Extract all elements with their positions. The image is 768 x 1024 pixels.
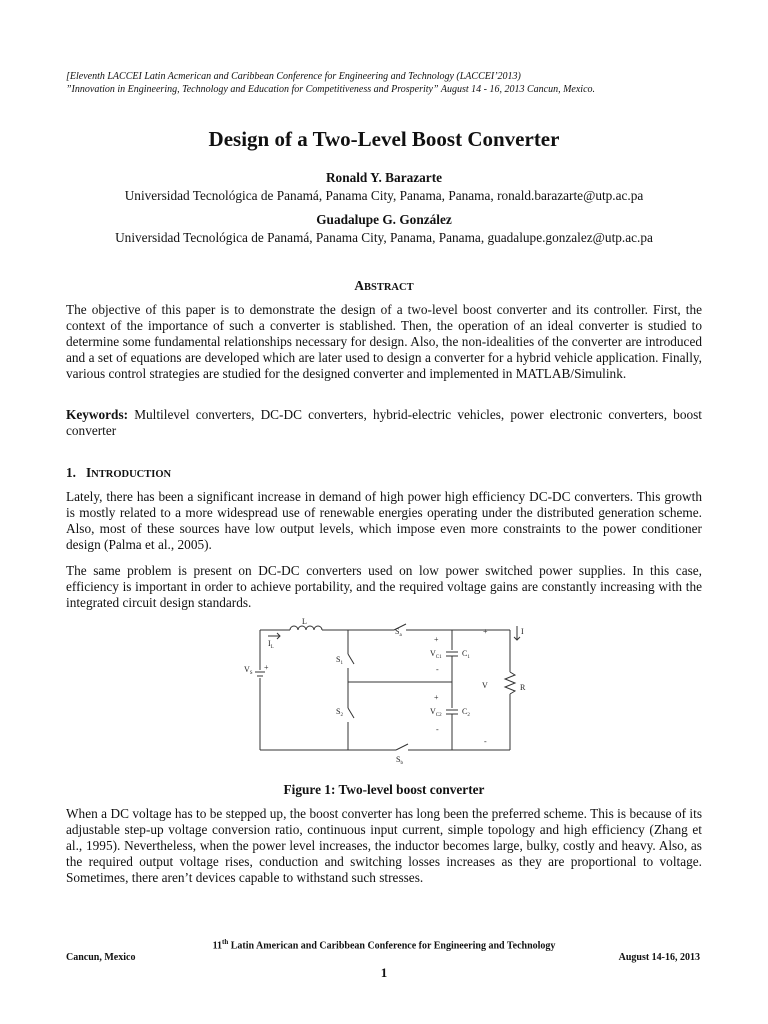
author-name-1: Ronald Y. Barazarte [325, 170, 443, 185]
label-minus-output: - [484, 737, 487, 746]
label-vc2: $V_{C2}$ [430, 707, 442, 718]
inductor-symbol [290, 626, 322, 630]
author-name-2: Guadalupe G. González [316, 212, 452, 227]
page-number: 1 [380, 965, 388, 980]
label-plus-c2: + [434, 693, 439, 702]
switch-sb [396, 744, 408, 750]
footer-conf-ordinal: th [222, 938, 229, 946]
author-affiliation-2: Universidad Tecnológica de Panamá, Panama City, Panama, Panama, guadalupe.gonzalez@utp.ac.pa [115, 230, 653, 245]
figure-caption: Figure 1: Two-level boost converter [283, 782, 485, 797]
abstract-heading [0, 278, 768, 294]
label-plus-source: + [264, 663, 269, 672]
label-s2: $S_2$ [336, 707, 343, 718]
conference-header-line2: ”Innovation in Engineering, Technology and Education for Competitiveness and Prosperity” August 14 - 16, 2013 Cancun, Mexico. [66, 84, 596, 95]
label-c1: $C_1$ [462, 649, 470, 660]
paper-title: Design of a Two-Level Boost Converter [208, 127, 560, 151]
intro-paragraph-2: The same problem is present on DC-DC converters used on low power switched power supplies. In this case, efficiency is important in order to achieve portability, and the required voltage gains are constantly increasing with the integrated circuit design standards. [66, 563, 702, 610]
keywords [66, 407, 702, 439]
footer-conference [0, 938, 768, 951]
footer-location: Cancun, Mexico [66, 952, 136, 963]
switch-s2 [348, 708, 354, 718]
label-i: I [521, 627, 524, 636]
switch-s1 [348, 654, 354, 664]
intro-heading-initial: I [85, 465, 92, 480]
label-l: L [302, 617, 307, 626]
label-minus-c1: - [436, 665, 439, 674]
intro-paragraph-3: When a DC voltage has to be stepped up, the boost converter has long been the preferred scheme. This is because of its adjustable step-up voltage conversion ratio, continuous input current, simple topology and high efficiency (Zhang et al., 1995). Nevertheless, when the power level increases, the inductor becomes large, bulky, costly and heavy. Also, as the required output voltage rises, conduction and switching losses increases as they are proportional to voltage. Sometimes, there aren’t devices capable to withstand such stresses. [66, 806, 702, 885]
abstract-heading-initial: A [354, 278, 364, 293]
label-sb: $S_b$ [396, 755, 403, 766]
conference-header-line1: [Eleventh LACCEI Latin Acmerican and Caribbean Conference for Engineering and Technology (LACCEI’2013) [66, 71, 521, 82]
introduction-heading [66, 465, 171, 481]
label-vc1: $V_{C1}$ [430, 649, 442, 660]
label-v: V [482, 681, 488, 690]
intro-paragraph-1: Lately, there has been a significant increase in demand of high power high efficiency DC-DC converters. This growth is mostly related to a more widespread use of renewable energies operating under the distributed generation scheme. Also, most of these sources have low output levels, which impose even more constraints to the power conditioner design (Palma et al., 2005). [66, 489, 702, 552]
label-sa: $S_a$ [395, 627, 402, 638]
abstract-text: The objective of this paper is to demonstrate the design of a two-level boost converter and its controller. First, the context of the importance of such a converter is stablished. Then, the operation of an ideal converter is studied to determine some fundamental relationships necessary for design. Also, the non-idealities of the converter are introduced and a set of equations are developed which are later used to design a converter for a hybrid vehicle application. Finally, various control strategies are studied for the designed converter and implemented in MATLAB/Simulink. [66, 302, 702, 381]
circuit-diagram [240, 612, 530, 772]
keywords-label: Keywords: [66, 407, 129, 422]
label-vs: $V_S$ [244, 665, 253, 676]
label-il: $I_L$ [268, 639, 274, 650]
intro-heading-rest: NTRODUCTION [91, 469, 172, 480]
section-number: 1. [66, 465, 76, 480]
label-r: R [520, 683, 526, 692]
keywords-text: Multilevel converters, DC-DC converters, hybrid-electric vehicles, power electronic converters, boost converter [66, 407, 702, 438]
label-minus-c2: - [436, 725, 439, 734]
footer-conf-number: 11 [212, 940, 223, 952]
label-plus-output: + [483, 627, 488, 636]
label-plus-c1: + [434, 635, 439, 644]
label-c2: $C_2$ [462, 707, 470, 718]
label-s1: $S_1$ [336, 655, 343, 666]
footer-dates: August 14-16, 2013 [618, 952, 700, 963]
footer-conf-text: Latin American and Caribbean Conference for Engineering and Technology [228, 940, 556, 952]
abstract-heading-rest: BSTRACT [364, 282, 414, 293]
author-affiliation-1: Universidad Tecnológica de Panamá, Panama City, Panama, Panama, ronald.barazarte@utp.ac.pa [124, 188, 644, 203]
resistor-r [505, 672, 515, 694]
